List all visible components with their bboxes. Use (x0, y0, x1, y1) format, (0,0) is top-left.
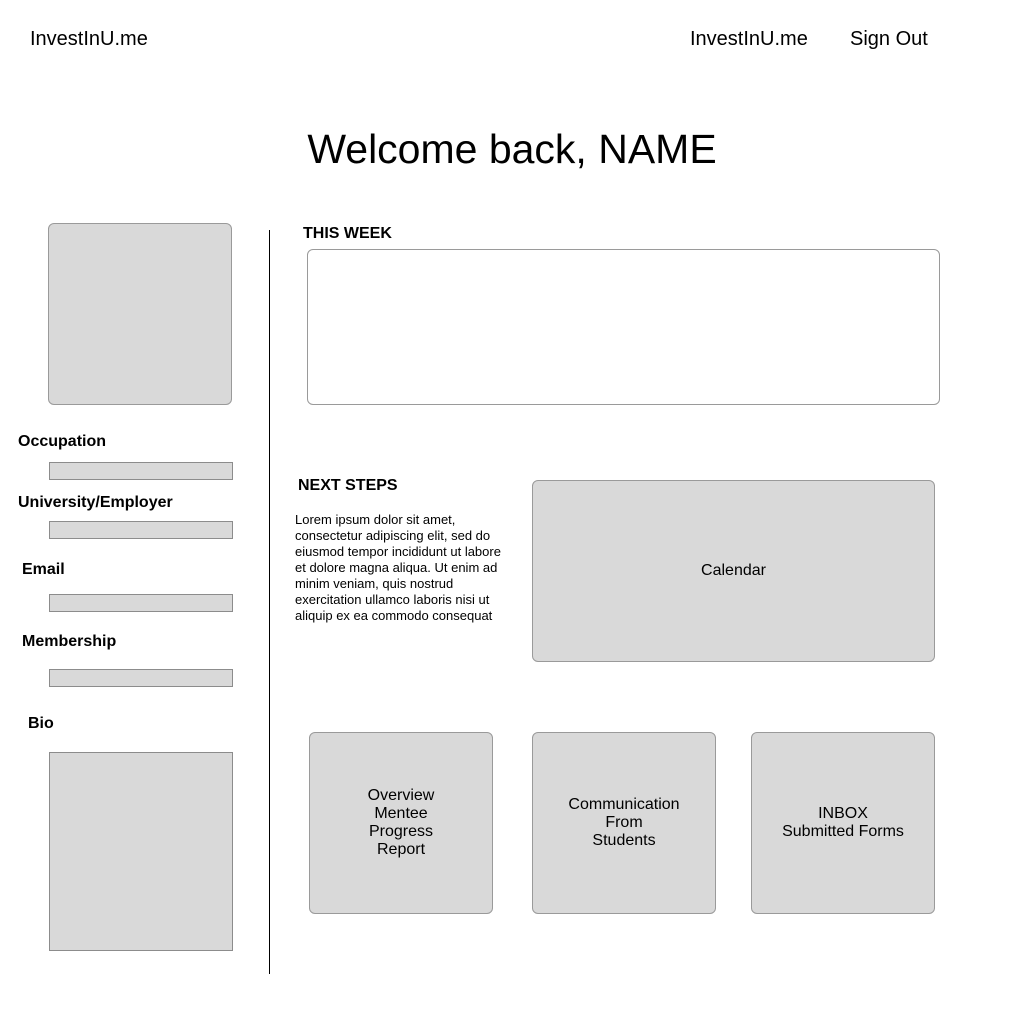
inbox-submitted-forms-tile[interactable] (751, 732, 935, 914)
email-label: Email (22, 561, 65, 578)
bio-label: Bio (28, 715, 54, 732)
page-title: Welcome back, NAME (307, 126, 717, 172)
communication-tile-label: Communication From Students (568, 796, 680, 849)
occupation-field[interactable] (49, 462, 233, 480)
overview-mentee-progress-report-tile[interactable] (309, 732, 493, 914)
bio-textarea[interactable] (49, 752, 233, 951)
membership-field[interactable] (49, 669, 233, 687)
calendar-tile[interactable] (532, 480, 935, 662)
profile-photo[interactable] (48, 223, 232, 405)
vertical-divider (269, 230, 270, 974)
brand-logo-left[interactable]: InvestInU.me (30, 28, 148, 50)
next-steps-text: Lorem ipsum dolor sit amet, consectetur adipiscing elit, sed do eiusmod tempor incididunt ut labore et dolore magna aliqua. Ut enim ad minim veniam, quis nostrud exercitation ullamco laboris nisi ut aliquip ex ea commodo consequat (295, 512, 501, 623)
overview-tile-label: Overview Mentee Progress Report (367, 787, 435, 858)
sign-out-link[interactable]: Sign Out (850, 28, 928, 50)
this-week-panel (307, 249, 940, 405)
brand-link-right[interactable]: InvestInU.me (690, 28, 808, 50)
membership-label: Membership (22, 633, 117, 650)
communication-from-students-tile[interactable] (532, 732, 716, 914)
university-employer-field[interactable] (49, 521, 233, 539)
inbox-tile-label: INBOX Submitted Forms (782, 805, 904, 840)
calendar-tile-label: Calendar (701, 562, 766, 579)
email-field[interactable] (49, 594, 233, 612)
university-employer-label: University/Employer (18, 494, 173, 511)
this-week-title: THIS WEEK (303, 225, 392, 242)
next-steps-title: NEXT STEPS (298, 477, 398, 494)
occupation-label: Occupation (18, 433, 107, 450)
